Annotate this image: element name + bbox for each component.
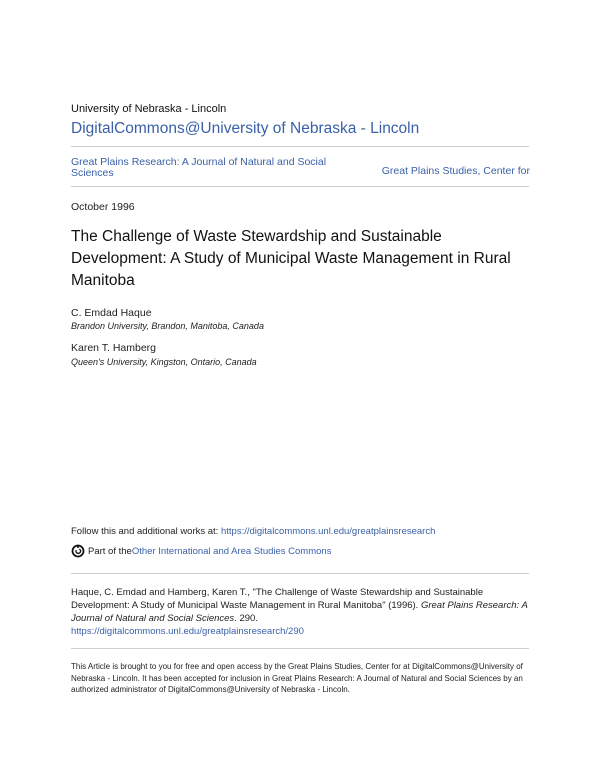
divider — [71, 648, 529, 649]
institution-name: University of Nebraska - Lincoln — [71, 103, 227, 115]
publication-date: October 1996 — [71, 201, 135, 213]
repository-link[interactable]: DigitalCommons@University of Nebraska - Lincoln — [71, 120, 420, 137]
citation-number: . 290. — [234, 613, 258, 624]
access-footnote: This Article is brought to you for free and open access by the Great Plains Studies, Center for at DigitalCommons@University of Nebraska - Lincoln. It has been accepted for inclusion in Great Plains Research: A Journal of Natural and Social Sciences by an authorized administrator of DigitalCommons@University of Nebraska - Lincoln. — [71, 662, 523, 694]
citation-text: Haque, C. Emdad and Hamberg, Karen T., "The Challenge of Waste Stewardship and Sustainable Development: A Study of Municipal Waste Management in Rural Manitoba" (1996). — [71, 587, 484, 611]
divider — [71, 573, 529, 574]
follow-url-link[interactable]: https://digitalcommons.unl.edu/greatplainsresearch — [220, 526, 436, 537]
recommended-citation — [71, 586, 531, 638]
follow-line — [71, 526, 435, 537]
open-access-icon — [71, 544, 85, 558]
commons-link[interactable]: Other International and Area Studies Commons — [131, 545, 332, 557]
part-of-line — [71, 544, 331, 558]
divider — [71, 146, 529, 147]
article-title: The Challenge of Waste Stewardship and Sustainable Development: A Study of Municipal Waste Management in Rural Manitoba — [71, 228, 511, 289]
author-name: C. Emdad Haque — [71, 307, 152, 319]
divider — [71, 186, 529, 187]
author-affiliation: Queen's University, Kingston, Ontario, Canada — [71, 357, 257, 367]
citation-url-link[interactable]: https://digitalcommons.unl.edu/greatplainsresearch/290 — [71, 626, 304, 637]
author-affiliation: Brandon University, Brandon, Manitoba, Canada — [71, 321, 264, 331]
journal-series-link[interactable]: Great Plains Research: A Journal of Natural and Social Sciences — [71, 156, 327, 179]
part-of-text: Part of the — [88, 545, 132, 557]
center-series-link[interactable]: Great Plains Studies, Center for — [381, 165, 530, 177]
citation-journal: Great Plains Research: A Journal of Natural and Social Sciences — [71, 600, 528, 624]
follow-text: Follow this and additional works at: — [71, 526, 221, 537]
author-name: Karen T. Hamberg — [71, 342, 157, 354]
